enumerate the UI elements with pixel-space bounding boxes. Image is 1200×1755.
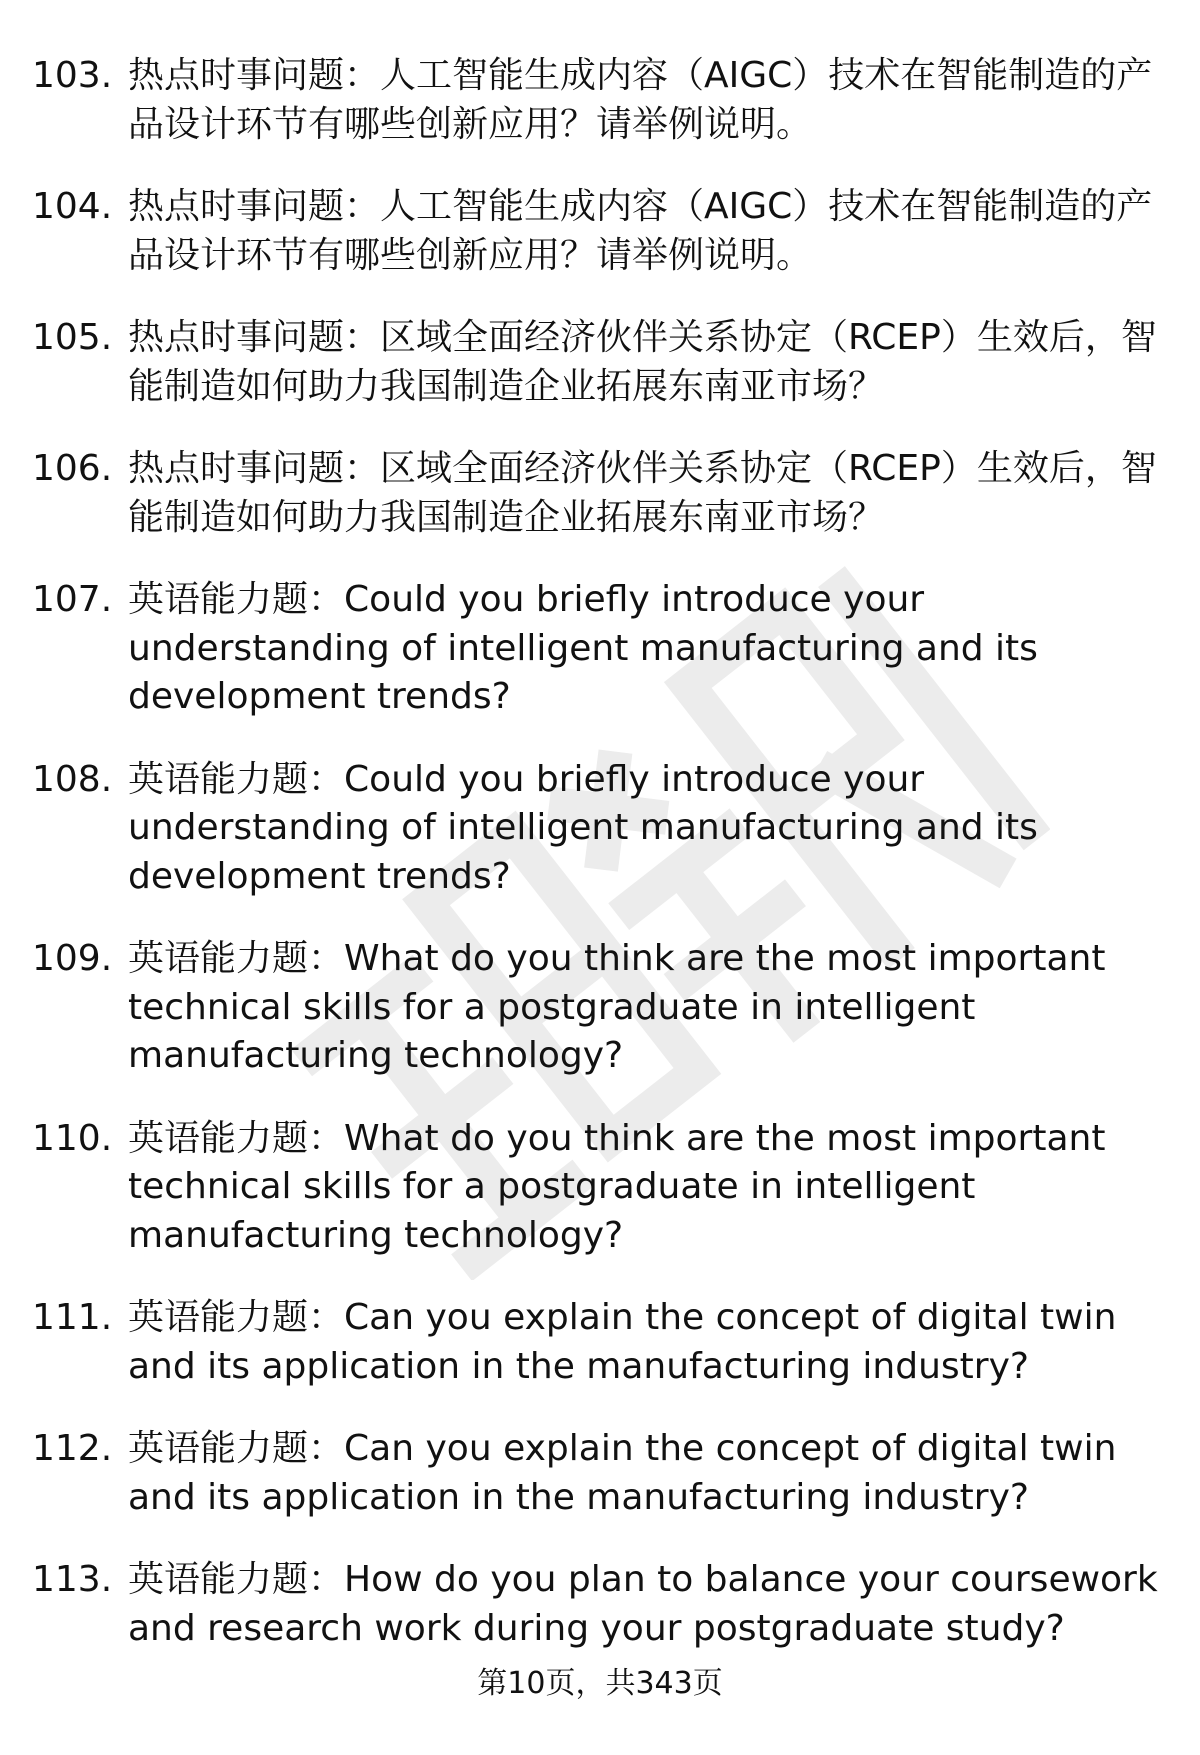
question-body: Can you explain the concept of digital twin and its application in the manufacturing industry? xyxy=(128,1297,1117,1387)
question-separator: ： xyxy=(308,1559,345,1600)
question-text xyxy=(128,52,1160,149)
question-body: 人工智能生成内容（AIGC）技术在智能制造的产品设计环节有哪些创新应用？请举例说明。 xyxy=(128,186,1153,276)
question-separator: ： xyxy=(308,1428,345,1469)
question-separator: ： xyxy=(344,55,381,96)
question-body: 区域全面经济伙伴关系协定（RCEP）生效后，智能制造如何助力我国制造企业拓展东南亚市场？ xyxy=(128,448,1157,538)
question-category: 热点时事问题 xyxy=(128,186,345,227)
question-category: 热点时事问题 xyxy=(128,55,345,96)
question-number: 111. xyxy=(32,1297,113,1338)
question-category: 英语能力题 xyxy=(128,758,309,800)
question-separator: ： xyxy=(344,317,381,358)
question-category: 英语能力题 xyxy=(128,579,309,620)
question-category: 英语能力题 xyxy=(128,1428,309,1469)
question-separator: ： xyxy=(344,186,381,227)
question-separator: ： xyxy=(308,758,345,800)
question-item xyxy=(0,52,1200,149)
question-category: 英语能力题 xyxy=(128,938,309,979)
question-body: Could you briefly introduce your understanding of intelligent manufacturing and its development trends? xyxy=(128,758,1038,897)
question-item xyxy=(0,445,1200,542)
question-number: 103. xyxy=(32,55,113,96)
question-body: 人工智能生成内容（AIGC）技术在智能制造的产品设计环节有哪些创新应用？请举例说明。 xyxy=(128,55,1153,145)
question-item xyxy=(0,1294,1200,1391)
question-item xyxy=(0,1425,1200,1522)
question-separator: ： xyxy=(308,1117,345,1159)
question-category: 热点时事问题 xyxy=(128,448,345,489)
question-number: 105. xyxy=(32,317,113,358)
question-body: Can you explain the concept of digital twin and its application in the manufacturing industry? xyxy=(128,1428,1117,1518)
question-body: 区域全面经济伙伴关系协定（RCEP）生效后，智能制造如何助力我国制造企业拓展东南亚市场？ xyxy=(128,317,1157,407)
question-body: How do you plan to balance your coursework and research work during your postgraduate study? xyxy=(128,1559,1158,1649)
question-item xyxy=(0,756,1200,902)
question-category: 热点时事问题 xyxy=(128,317,345,358)
question-category: 英语能力题 xyxy=(128,1559,309,1600)
question-separator: ： xyxy=(308,938,345,979)
question-text xyxy=(128,756,1160,902)
question-number: 112. xyxy=(32,1428,113,1469)
question-item xyxy=(0,935,1200,1081)
question-number: 107. xyxy=(32,579,113,620)
question-number: 108. xyxy=(32,758,113,800)
question-separator: ： xyxy=(308,1297,345,1338)
question-number: 106. xyxy=(32,448,113,489)
question-number: 109. xyxy=(32,938,113,979)
question-text xyxy=(128,1294,1160,1391)
question-number: 110. xyxy=(32,1117,113,1159)
question-separator: ： xyxy=(344,448,381,489)
question-category: 英语能力题 xyxy=(128,1117,309,1159)
question-text xyxy=(128,314,1160,411)
question-number: 104. xyxy=(32,186,113,227)
question-item xyxy=(0,1556,1200,1653)
page-number-footer: 第10页，共343页 xyxy=(477,1666,723,1701)
question-text xyxy=(128,1425,1160,1522)
question-text xyxy=(128,1556,1160,1653)
question-category: 英语能力题 xyxy=(128,1297,309,1338)
question-item xyxy=(0,576,1200,722)
question-item xyxy=(0,1115,1200,1261)
question-text xyxy=(128,935,1160,1081)
question-text xyxy=(128,445,1160,542)
question-separator: ： xyxy=(308,579,345,620)
question-text xyxy=(128,576,1160,722)
question-item xyxy=(0,314,1200,411)
question-body: Could you briefly introduce your understanding of intelligent manufacturing and its development trends? xyxy=(128,579,1038,717)
question-body: What do you think are the most important technical skills for a postgraduate in intelligent manufacturing technology? xyxy=(128,1117,1106,1256)
question-item xyxy=(0,183,1200,280)
question-text xyxy=(128,1115,1160,1261)
question-body: What do you think are the most important technical skills for a postgraduate in intelligent manufacturing technology? xyxy=(128,938,1106,1076)
question-text xyxy=(128,183,1160,280)
question-number: 113. xyxy=(32,1559,113,1600)
question-list xyxy=(0,52,1200,1687)
